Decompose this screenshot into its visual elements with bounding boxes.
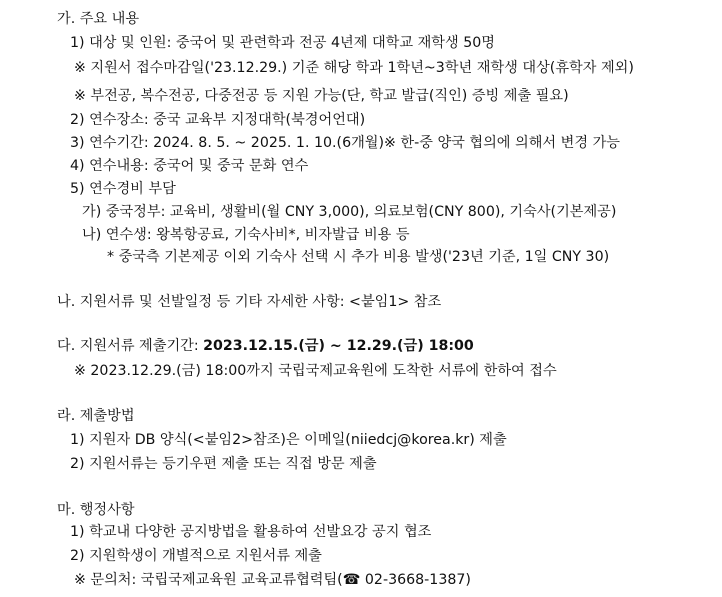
section-na-heading: 나. 지원서류 및 선발일정 등 기타 자세한 사항: <붙임1> 참조 (57, 294, 442, 310)
contact-info: ※ 문의처: 국립국제교육원 교육교류협력팀(☎ 02-3668-1387) (74, 572, 471, 588)
individual-submission: 2) 지원학생이 개별적으로 지원서류 제출 (70, 548, 322, 564)
training-location: 2) 연수장소: 중국 교육부 지정대학(북경어언대) (70, 112, 366, 128)
application-deadline-note: ※ 지원서 접수마감일('23.12.29.) 기준 해당 학과 1학년~3학년 재학생 대상(휴학자 제외) (74, 60, 634, 76)
school-notice-cooperation: 1) 학교내 다양한 공지방법을 활용하여 선발요강 공지 협조 (70, 524, 432, 540)
section-da-heading (57, 336, 474, 356)
section-ga-heading: 가. 주요 내용 (57, 11, 140, 27)
training-content: 4) 연수내용: 중국어 및 중국 문화 연수 (70, 158, 309, 174)
submission-period-label: 다. 지원서류 제출기간: (57, 338, 204, 354)
submission-by-mail-or-visit: 2) 지원서류는 등기우편 제출 또는 직접 방문 제출 (70, 456, 377, 472)
submission-deadline-note: ※ 2023.12.29.(금) 18:00까지 국립국제교육원에 도착한 서류에 한하여 접수 (74, 363, 557, 379)
major-eligibility-note: ※ 부전공, 복수전공, 다중전공 등 지원 가능(단, 학교 발급(직인) 증빙 제출 필요) (74, 88, 569, 104)
submission-by-email: 1) 지원자 DB 양식(<붙임2>참조)은 이메일(niiedcj@korea.kr) 제출 (70, 432, 507, 448)
submission-period-dates: 2023.12.15.(금) ~ 12.29.(금) 18:00 (203, 338, 474, 354)
expense-trainee: 나) 연수생: 왕복항공료, 기숙사비*, 비자발급 비용 등 (82, 227, 410, 243)
training-period: 3) 연수기간: 2024. 8. 5. ~ 2025. 1. 10.(6개월)※ 한-중 양국 협의에 의해서 변경 가능 (70, 135, 620, 151)
section-ra-heading: 라. 제출방법 (57, 408, 135, 424)
expense-chinese-government: 가) 중국정부: 교육비, 생활비(월 CNY 3,000), 의료보험(CNY 800), 기숙사(기본제공) (82, 204, 617, 220)
dormitory-extra-cost-note: * 중국측 기본제공 이외 기숙사 선택 시 추가 비용 발생('23년 기준, 1일 CNY 30) (107, 249, 610, 265)
section-ma-heading: 마. 행정사항 (57, 502, 135, 518)
training-expenses: 5) 연수경비 부담 (70, 181, 176, 197)
target-and-quota: 1) 대상 및 인원: 중국어 및 관련학과 전공 4년제 대학교 재학생 50명 (70, 35, 495, 51)
